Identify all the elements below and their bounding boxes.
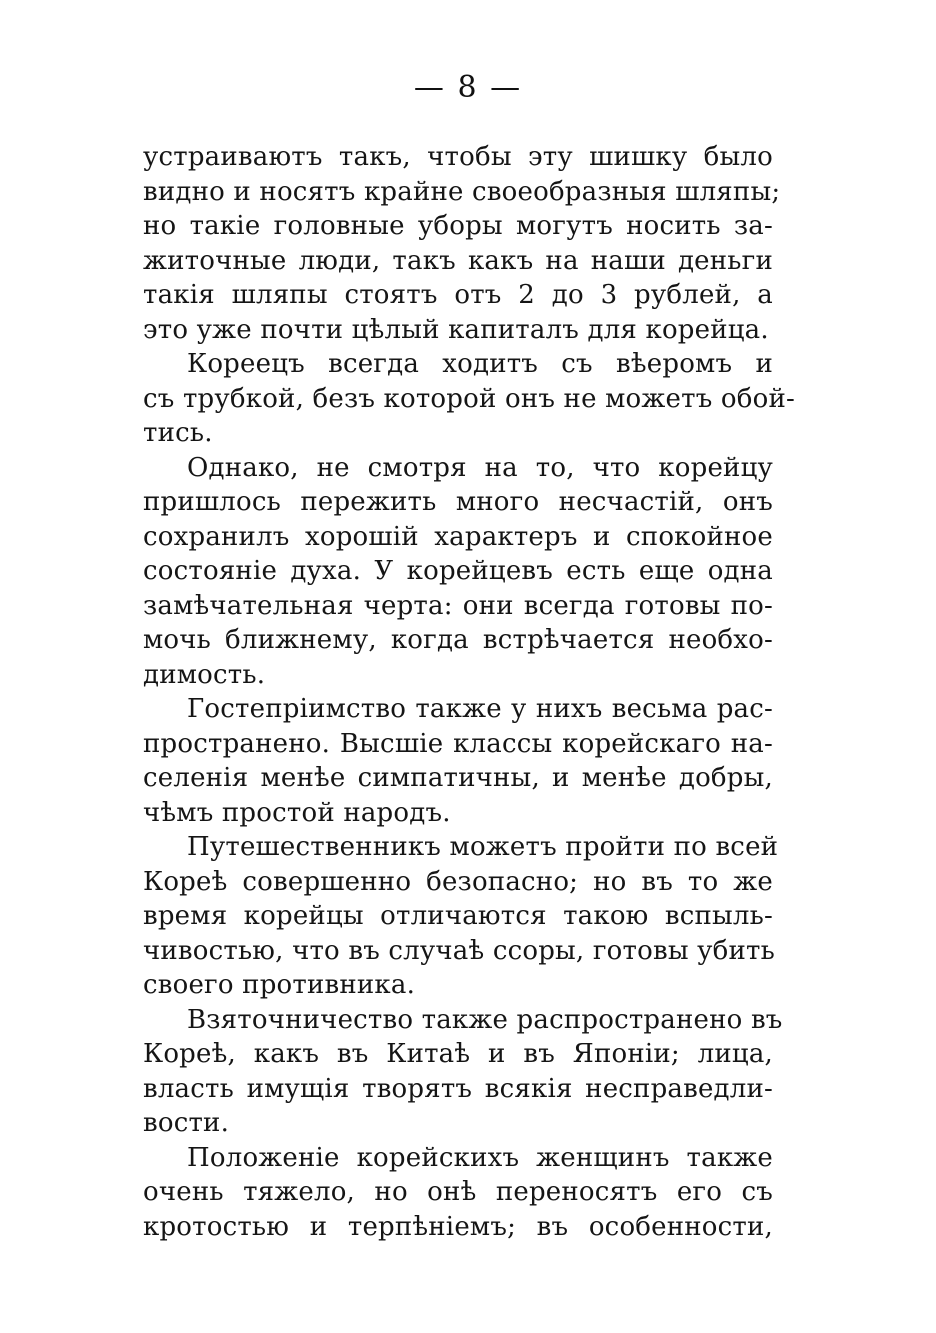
paragraph-5 bbox=[143, 830, 779, 1003]
paragraph-1 bbox=[143, 140, 781, 347]
text-line: Взяточничество также распространено въ bbox=[187, 1004, 783, 1035]
text-line: чѣмъ простой народъ. bbox=[143, 797, 451, 828]
text-line: тись. bbox=[143, 418, 213, 448]
text-line: устраиваютъ такъ, чтобы эту шишку было bbox=[143, 142, 773, 172]
text-line: Путешественникъ можетъ пройти по всей bbox=[187, 832, 779, 862]
text-line: очень тяжело, но онѣ переносятъ его съ bbox=[143, 1177, 773, 1207]
text-line: Гостепріимство также у нихъ весьма рас- bbox=[187, 694, 773, 724]
text-line: пришлось пережить много несчастій, онъ bbox=[143, 487, 773, 517]
text-line: власть имущія творятъ всякія несправедли- bbox=[143, 1073, 773, 1104]
text-line: житочные люди, такъ какъ на наши деньги bbox=[143, 245, 773, 276]
text-line: пространено. Высшіе классы корейскаго на- bbox=[143, 728, 773, 759]
text-line: но такіе головные уборы могутъ носить за- bbox=[143, 211, 773, 241]
text-line: состояніе духа. У корейцевъ есть еще одна bbox=[143, 556, 773, 586]
text-line: димость. bbox=[143, 659, 266, 690]
text-line: Однако, не смотря на то, что корейцу bbox=[187, 452, 773, 483]
text-line: замѣчательная черта: они всегда готовы по- bbox=[143, 590, 773, 621]
text-line: это уже почти цѣлый капиталъ для корейца. bbox=[143, 314, 769, 345]
paragraph-3 bbox=[143, 451, 773, 693]
text-line: кротостью и терпѣніемъ; въ особенности, bbox=[143, 1211, 773, 1242]
text-line: Кореѣ, какъ въ Китаѣ и въ Японіи; лица, bbox=[143, 1039, 773, 1069]
text-line: съ трубкой, безъ которой онъ не можетъ обой- bbox=[143, 383, 795, 414]
paragraph-7 bbox=[143, 1141, 773, 1245]
text-line: видно и носятъ крайне своеобразныя шляпы; bbox=[143, 176, 781, 207]
paragraph-2 bbox=[143, 347, 795, 451]
paragraph-4 bbox=[143, 692, 773, 830]
paragraph-6 bbox=[143, 1003, 783, 1141]
page-number: — 8 — bbox=[413, 70, 523, 105]
text-line: своего противника. bbox=[143, 970, 416, 1000]
text-line: сохранилъ хорошій характеръ и спокойное bbox=[143, 521, 773, 552]
text-line: мочь ближнему, когда встрѣчается необхо- bbox=[143, 625, 773, 655]
text-line: время корейцы отличаются такою вспыль- bbox=[143, 901, 773, 931]
text-line: Кореѣ совершенно безопасно; но въ то же bbox=[143, 866, 773, 897]
text-line: чивостью, что въ случаѣ ссоры, готовы убить bbox=[143, 935, 775, 966]
text-line: Кореецъ всегда ходитъ съ вѣеромъ и bbox=[187, 349, 773, 379]
text-line: селенія менѣе симпатичны, и менѣе добры, bbox=[143, 763, 773, 793]
body-text bbox=[143, 140, 795, 1244]
text-line: такія шляпы стоятъ отъ 2 до 3 рублей, а bbox=[143, 280, 773, 310]
text-line: Положеніе корейскихъ женщинъ также bbox=[187, 1142, 773, 1173]
text-line: вости. bbox=[143, 1108, 230, 1138]
